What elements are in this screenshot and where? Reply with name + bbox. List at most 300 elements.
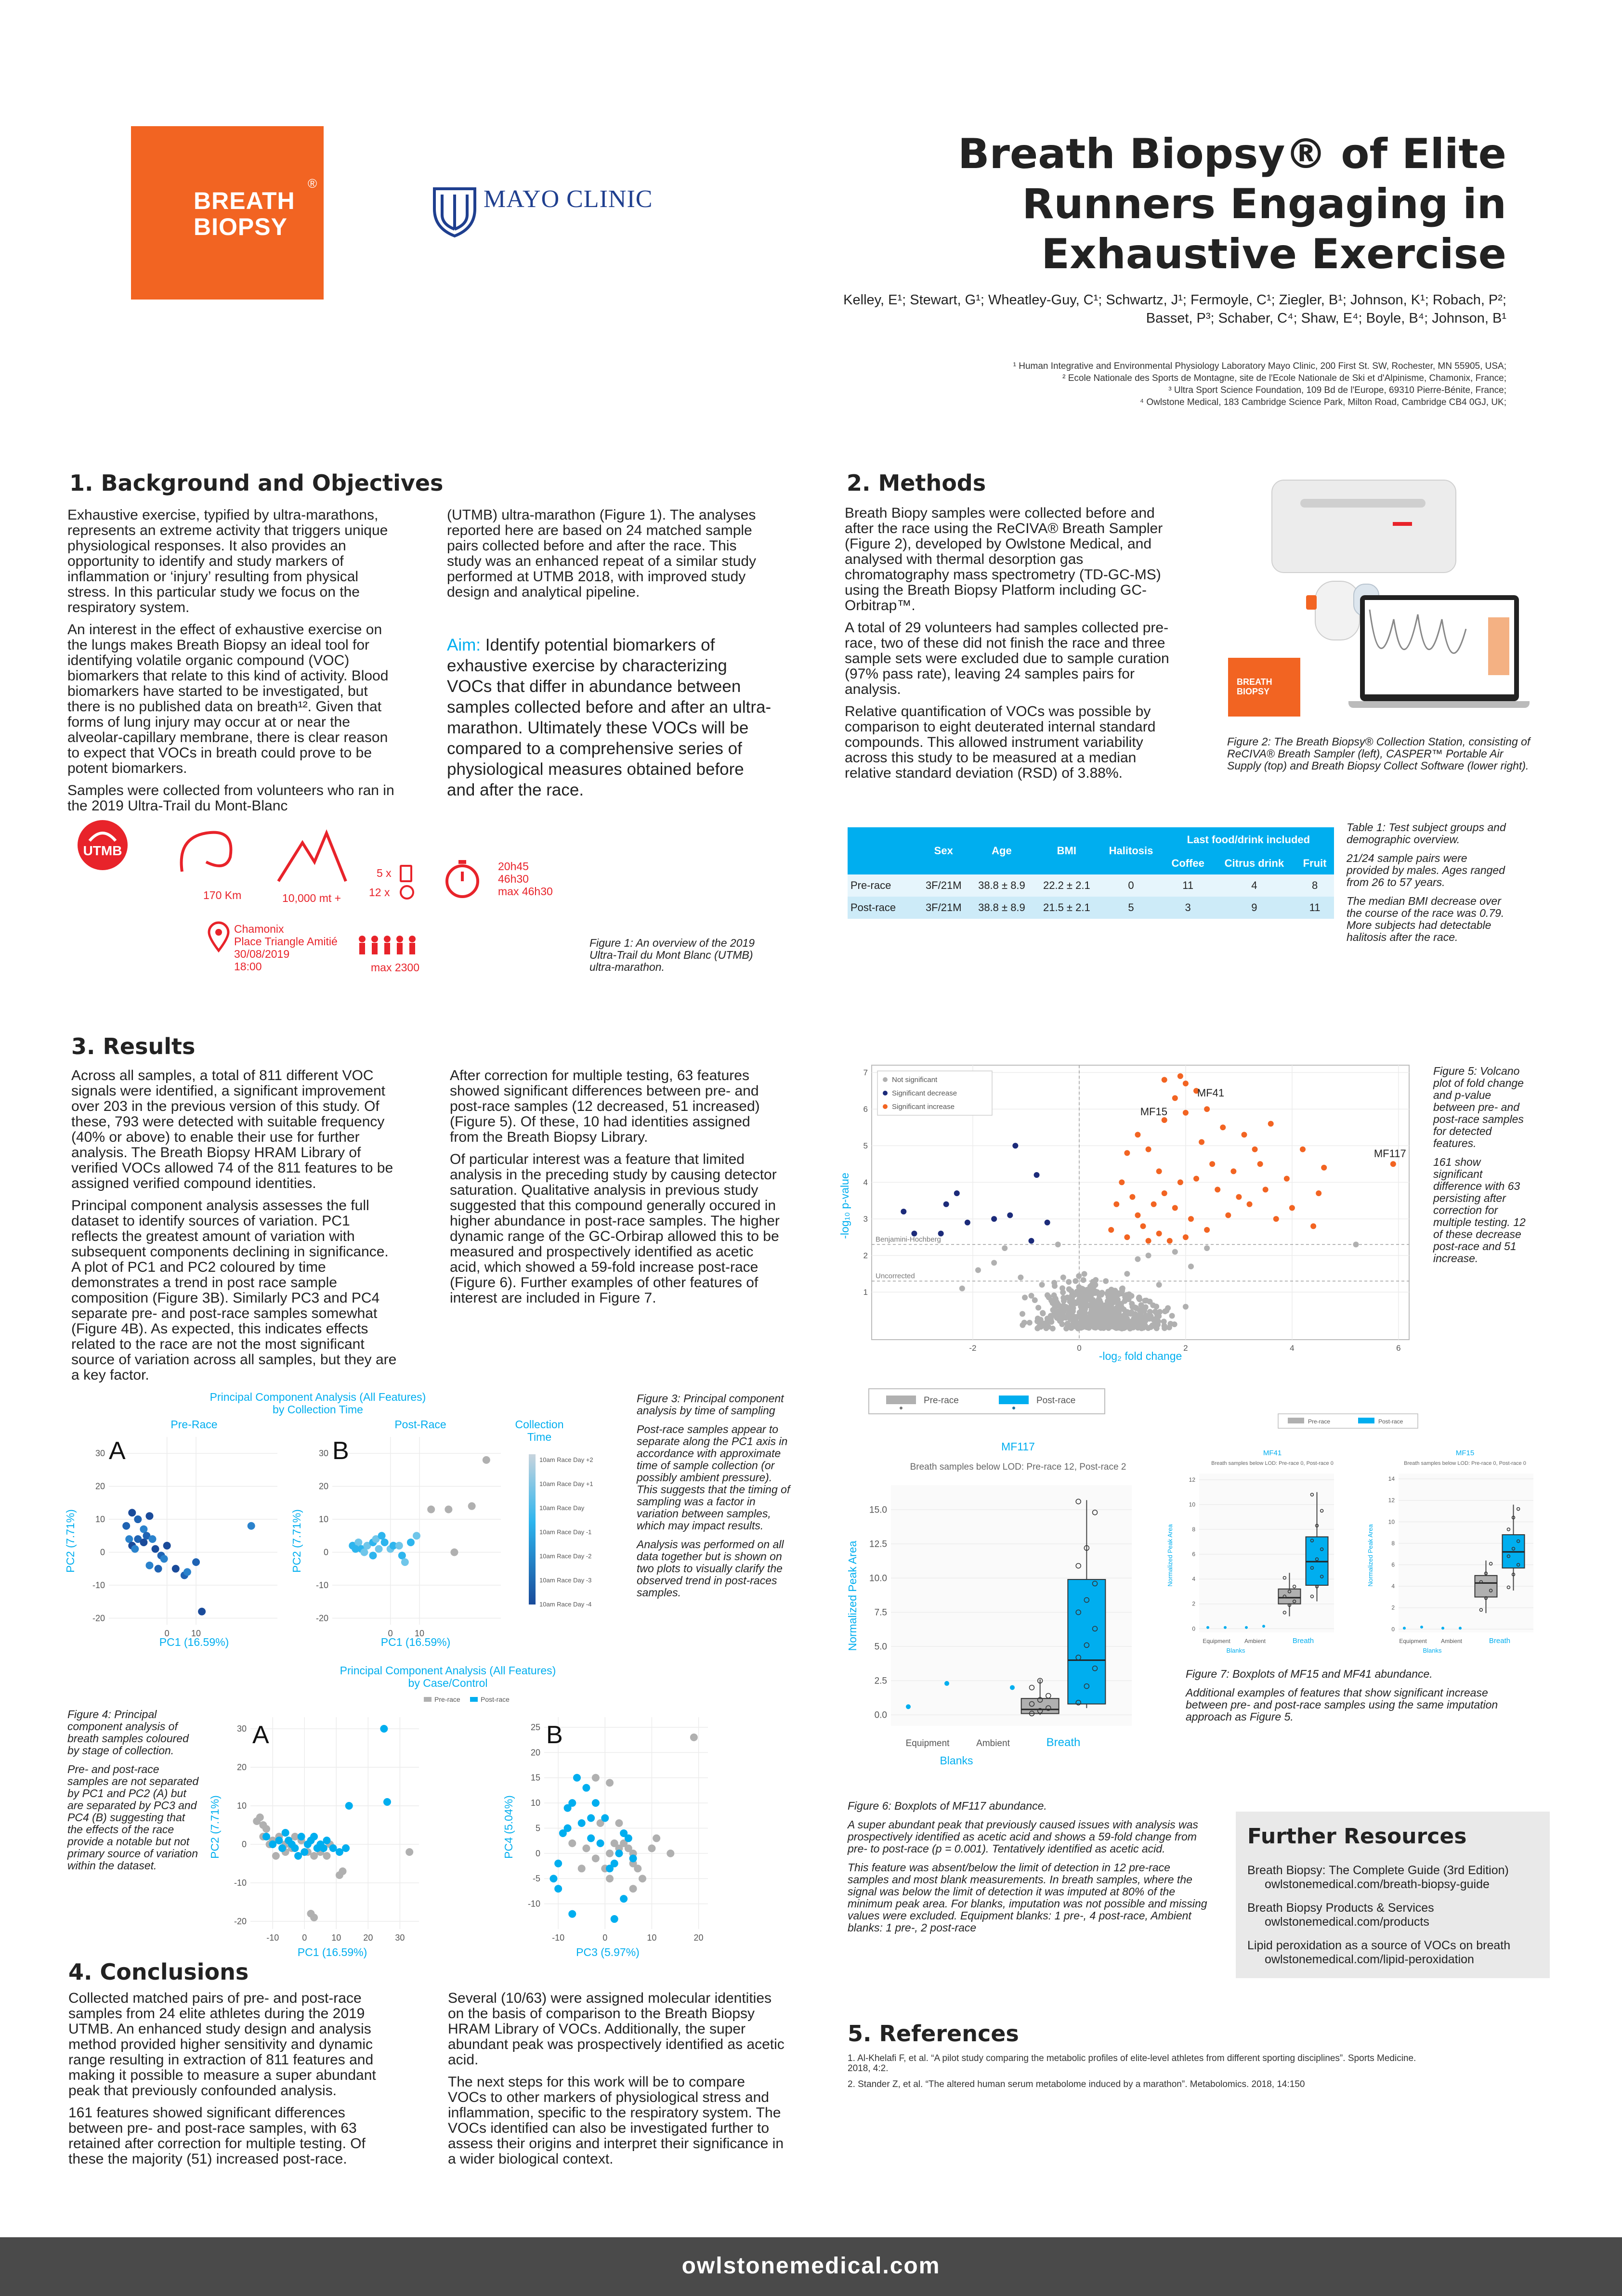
figure-7-caption [1186, 1668, 1532, 1730]
data-point [592, 1854, 600, 1862]
resource-link[interactable]: owlstonemedical.com/breath-biopsy-guide [1265, 1878, 1490, 1891]
data-point [1089, 1282, 1095, 1288]
box [1021, 1698, 1059, 1713]
fig7-ylabel-b: Normalized Peak Area [1367, 1524, 1374, 1587]
data-point [1116, 1308, 1122, 1314]
data-point [606, 1779, 614, 1787]
data-point [1066, 1311, 1072, 1317]
table-cell: Pre-race [850, 879, 891, 891]
fig7-legend-pre-swatch [1288, 1418, 1304, 1423]
fig4-xlabel-b: PC3 (5.97%) [576, 1946, 640, 1958]
data-point [1028, 1293, 1034, 1299]
table-subheader: Fruit [1295, 852, 1334, 874]
data-point [1247, 1201, 1253, 1207]
caption-paragraph: This feature was absent/below the limit of detection in 12 pre-race samples and most blank measurements. In breath samples, where the signal was below the limit of detection it was imputed at 80% of the minimum peak area. For blanks, imputation was not possible and missing values were excluded. Equipment blanks: 1 pre-, 4 post-race, Ambient blanks: 1 pre-, 2 post-race [848, 1861, 1207, 1934]
paragraph: Several (10/63) were assigned molecular identities on the basis of comparison to the Breath Biopsy HRAM Library of VOCs. Additionally, the super abundant peak was prospectively identified as acetic acid. [448, 1990, 785, 2068]
data-point [1087, 1289, 1093, 1295]
data-point [582, 1844, 590, 1852]
data-point [1097, 1292, 1102, 1298]
poster-title [958, 129, 1506, 279]
figure-6-caption [848, 1800, 1214, 1941]
table-header: Sex [918, 827, 969, 874]
data-point [1018, 1275, 1023, 1280]
table-cell: 21.5 ± 2.1 [1043, 901, 1090, 913]
resource-link[interactable]: owlstonemedical.com/products [1265, 1915, 1429, 1929]
x-tick-label: 4 [1290, 1344, 1295, 1353]
data-point [1060, 1275, 1066, 1280]
data-point [1183, 1110, 1189, 1116]
data-point [1156, 1168, 1162, 1174]
data-point [1220, 1124, 1226, 1130]
data-point [554, 1885, 562, 1892]
y-tick-label: 8 [1391, 1539, 1395, 1547]
fig7b-cat-breath: Breath [1489, 1637, 1511, 1645]
data-point [1289, 1205, 1295, 1211]
x-tick-label: 0 [302, 1933, 307, 1943]
y-tick-label: 20 [95, 1481, 105, 1491]
blank-point [1403, 1627, 1406, 1630]
data-point [1162, 1117, 1167, 1123]
caption-paragraph: Figure 4: Principal component analysis of breath samples coloured by stage of collection. [67, 1708, 189, 1757]
data-point [615, 1819, 623, 1827]
y-tick-label: 10 [318, 1514, 328, 1525]
data-point [1087, 1310, 1093, 1316]
x-tick-label: 30 [395, 1933, 405, 1943]
data-point [1045, 1220, 1050, 1226]
data-point [1188, 1264, 1194, 1269]
elevation-label: 10,000 mt + [282, 892, 341, 904]
table-cell: 8 [1311, 879, 1318, 891]
data-point [1081, 1277, 1086, 1283]
data-point [1045, 1318, 1050, 1324]
blank-point [1459, 1627, 1462, 1630]
reference-item: 1. Al-Khelafi F, et al. “A pilot study comparing the metabolic profiles of elite-level athletes from different sporting disciplines”. Sports Medicine. 2018, 4:2. [848, 2053, 1416, 2074]
x-tick-label: 10 [331, 1933, 341, 1943]
fig7-subtitle-b: Breath samples below LOD: Pre-race 0, Post-race 0 [1404, 1461, 1526, 1466]
data-point [1151, 1201, 1157, 1207]
y-tick-label: 4 [1192, 1576, 1195, 1583]
data-point [1284, 1176, 1290, 1182]
legend-dot-ns [883, 1077, 888, 1082]
y-tick-label: 5.0 [874, 1642, 887, 1652]
caption-paragraph: Figure 7: Boxplots of MF15 and MF41 abundance. [1186, 1668, 1433, 1680]
uncorrected-threshold-label: Uncorrected [876, 1272, 915, 1280]
figure-4-title-line: by Case/Control [408, 1677, 488, 1689]
utmb-text: UTMB [83, 843, 122, 858]
figure-1-caption: Figure 1: An overview of the 2019 Ultra-Trail du Mont Blanc (UTMB) ultra-marathon. [589, 937, 755, 973]
data-point [278, 1844, 286, 1852]
box [1278, 1589, 1300, 1604]
figure-1-infographic [72, 819, 602, 982]
y-tick-label: 0 [1192, 1625, 1195, 1632]
resource-item[interactable] [1247, 1864, 1509, 1892]
data-point [253, 1817, 261, 1825]
y-tick-label: 10 [236, 1801, 247, 1811]
y-tick-label: 0 [323, 1547, 328, 1557]
data-point [1169, 1313, 1175, 1318]
fig3-label-a: A [109, 1437, 126, 1465]
data-point [1108, 1293, 1114, 1299]
table-cell: 0 [1128, 879, 1134, 891]
blank-point [906, 1704, 911, 1709]
fig4-xlabel-a: PC1 (16.59%) [297, 1946, 367, 1958]
data-point [1199, 1139, 1204, 1145]
background-column-1 [67, 508, 395, 821]
data-point [568, 1799, 576, 1807]
data-point [1056, 1312, 1061, 1318]
paragraph: Breath Biopy samples were collected before and after the race using the ReCIVA® Breath Sampler (Figure 2), developed by Owlstone Medical, and analysed with thermal desorption gas chromatography mass spectrometry (TD-GC-MS) using the Breath Biopsy Platform including GC-Orbitrap™. [845, 505, 1163, 613]
fig7-legend-post: Post-race [1378, 1418, 1403, 1425]
data-point [639, 1875, 646, 1882]
table-subheader: Citrus drink [1213, 852, 1296, 874]
fig6-plot-area [869, 1485, 1132, 1726]
box [1068, 1579, 1105, 1704]
table-cell: 9 [1251, 901, 1257, 913]
y-tick-label: 2 [1391, 1604, 1395, 1611]
methods-section-title: 2. Methods [847, 470, 986, 496]
caption-paragraph: Additional examples of features that show significant increase between pre- and post-race samples using the same imputation approach as Figure 5. [1186, 1686, 1498, 1723]
data-point [1082, 1318, 1087, 1324]
data-point [1140, 1223, 1146, 1229]
data-point [1145, 1325, 1151, 1331]
data-point [1268, 1121, 1274, 1127]
table-corner [848, 827, 918, 874]
data-point [1040, 1310, 1046, 1316]
x-tick-label: 20 [693, 1933, 704, 1943]
y-tick-label: 7.5 [874, 1607, 887, 1618]
blank-point [1206, 1626, 1209, 1629]
y-tick-label: 25 [530, 1722, 540, 1732]
data-point [1183, 1304, 1189, 1310]
fig3-legend-item: 10am Race Day -2 [539, 1552, 592, 1560]
figure-7-boxplot-chart [1165, 1411, 1560, 1681]
blank-point [944, 1681, 949, 1686]
fig4-legend-post: Post-race [481, 1696, 510, 1703]
data-point [427, 1506, 435, 1513]
data-point [320, 1844, 327, 1852]
data-point [1135, 1317, 1141, 1322]
data-point [578, 1865, 586, 1872]
time-label-3: max 46h30 [498, 885, 553, 898]
data-point [163, 1542, 171, 1550]
location-line: Chamonix [234, 923, 284, 935]
y-tick-label: 15.0 [869, 1505, 887, 1515]
caption-paragraph: 161 show significant difference with 63 persisting after correction for multiple testing. 12 of these decrease post-race and 51 increase. [1433, 1156, 1526, 1265]
paragraph: Samples were collected from volunteers who ran in the 2019 Ultra-Trail du Mont-Blanc [67, 783, 394, 814]
data-point [369, 1552, 377, 1559]
paragraph: Of particular interest was a feature that limited analysis in the preceding study by causing detector saturation. Qualitative analysis in previous study suggested that this compound generally occured in higher abundance in post-race samples. The higher dynamic range of the GC-Orbirap allowed this to be measured and prospectively identified as acetic acid, which showed a 59-fold increase post-race (Figure 6). Further examples of other features of interest are included in Figure 7. [450, 1151, 780, 1306]
data-point [991, 1216, 997, 1222]
distance-label: 170 Km [203, 889, 242, 901]
data-point [1012, 1143, 1018, 1148]
data-point [1263, 1187, 1269, 1192]
fig7a-plot-area [1189, 1474, 1334, 1632]
data-point [606, 1875, 614, 1882]
resource-label: Breath Biopsy: The Complete Guide (3rd Edition) [1247, 1864, 1509, 1877]
fig7-title-b: MF15 [1455, 1449, 1475, 1457]
data-point [1167, 1238, 1173, 1244]
data-point [1321, 1165, 1327, 1171]
data-point [1098, 1304, 1103, 1310]
data-point [1119, 1179, 1125, 1185]
figure-5-caption [1433, 1065, 1530, 1271]
data-point [587, 1834, 595, 1842]
data-point [1124, 1150, 1130, 1156]
data-point [1236, 1194, 1242, 1200]
data-point [1065, 1322, 1071, 1328]
laptop-screen [1360, 595, 1519, 701]
affiliation: ⁴ Owlstone Medical, 183 Cambridge Science Park, Milton Road, Cambridge CB4 0GJ, UK; [1139, 397, 1506, 407]
runners-icon [355, 934, 418, 963]
fig3b-panel [316, 1437, 501, 1638]
data-point [564, 1824, 572, 1832]
data-point [1137, 1296, 1142, 1302]
x-tick-label: 0 [602, 1933, 608, 1943]
data-point [288, 1840, 296, 1848]
logo-line-2: BIOPSY [194, 213, 288, 240]
x-tick-label: 0 [164, 1629, 170, 1638]
mayo-wordmark: MAYO CLINIC [484, 185, 653, 213]
data-point [1135, 1213, 1140, 1218]
fig7a-cat-equipment: Equipment [1203, 1638, 1230, 1644]
references-section-title: 5. References [848, 2021, 1019, 2047]
fig7b-cat-equipment: Equipment [1399, 1638, 1427, 1644]
title-line-2: Runners Engaging in [1022, 180, 1506, 228]
blank-point [1262, 1625, 1265, 1628]
data-point [568, 1839, 576, 1847]
data-point [131, 1545, 139, 1553]
data-point [1076, 1273, 1082, 1279]
data-point [1130, 1325, 1136, 1331]
fig4-label-a: A [252, 1721, 269, 1749]
data-point [310, 1833, 318, 1840]
y-tick-label: 14 [1388, 1475, 1395, 1483]
table-subheader: Coffee [1163, 852, 1213, 874]
volcano-legend-dec: Significant decrease [892, 1089, 957, 1097]
data-point [375, 1545, 383, 1553]
blank-point [1010, 1685, 1015, 1690]
breath-trace-chart [1365, 600, 1471, 691]
fig3-ylabel-b: PC2 (7.71%) [290, 1509, 303, 1573]
data-point [145, 1562, 153, 1569]
data-point [1273, 1216, 1279, 1222]
fig3-legend-item: 10am Race Day +1 [539, 1480, 593, 1487]
data-point [262, 1825, 270, 1833]
y-tick-label: 10 [530, 1798, 540, 1808]
results-section-title: 3. Results [71, 1033, 196, 1059]
fig7a-blanks-label: Blanks [1226, 1647, 1245, 1654]
caption-paragraph: Figure 6: Boxplots of MF117 abundance. [848, 1800, 1047, 1812]
y-tick-label: -5 [532, 1874, 540, 1884]
data-point [1124, 1234, 1130, 1240]
y-tick-label: 0.0 [874, 1710, 887, 1721]
authors-line-2: Basset, P³; Schaber, C⁴; Shaw, E⁴; Boyle, B⁴; Johnson, B¹ [1146, 311, 1506, 326]
data-point [1310, 1223, 1316, 1229]
figure-3-caption [637, 1393, 796, 1605]
software-panel [1488, 617, 1509, 675]
y-tick-label: 20 [318, 1481, 328, 1491]
data-point [1002, 1245, 1007, 1251]
data-point [568, 1910, 576, 1918]
data-point [298, 1833, 305, 1840]
data-point [601, 1814, 609, 1822]
water-icon [400, 865, 412, 882]
results-column-1 [71, 1068, 399, 1390]
fig3-ylabel-a: PC2 (7.71%) [64, 1509, 77, 1573]
data-point [1157, 1309, 1163, 1315]
data-point [450, 1548, 458, 1556]
fig7b-blanks-label: Blanks [1423, 1647, 1442, 1654]
further-resources-panel [1236, 1812, 1550, 1978]
data-point [140, 1539, 147, 1546]
resource-link[interactable]: owlstonemedical.com/lipid-peroxidation [1265, 1953, 1474, 1966]
volcano-legend-inc: Significant increase [892, 1103, 955, 1111]
blank-point [1224, 1626, 1227, 1629]
data-point [1151, 1317, 1156, 1322]
resource-item[interactable] [1247, 1939, 1510, 1967]
data-point [1113, 1201, 1119, 1207]
resource-item[interactable] [1247, 1901, 1434, 1929]
y-tick-label: -20 [92, 1613, 105, 1623]
y-tick-label: 20 [530, 1748, 540, 1758]
start-location [234, 923, 338, 973]
caption-paragraph: Analysis was performed on all data together but is shown on two plots to visually clarify the observed trend in post-races samples. [637, 1538, 784, 1599]
data-point [1128, 1311, 1134, 1317]
runners-label: max 2300 [371, 961, 420, 974]
data-point [1252, 1147, 1258, 1152]
data-point [1092, 1315, 1098, 1320]
y-tick-label: 5 [863, 1141, 868, 1151]
data-point [1129, 1194, 1135, 1200]
data-point [198, 1608, 206, 1616]
paragraph: An interest in the effect of exhaustive exercise on the lungs makes Breath Biopsy an ideal tool for identifying volatile organic compound (VOC) biomarkers that relate to this kind of activity. Blood biomarkers have started to be investigated, but there is no published data on breath¹². Given that forms of lung injury may occur at or near the alveolar-capillary membrane, there is clear reason to expect that VOCs in breath could prove to be potent biomarkers. [67, 622, 389, 776]
x-tick-label: 2 [1183, 1344, 1188, 1353]
data-point [398, 1552, 406, 1559]
data-point [1135, 1256, 1140, 1262]
figure-4-title-line: Principal Component Analysis (All Features) [340, 1664, 556, 1677]
data-point [1140, 1306, 1146, 1312]
data-point [248, 1522, 255, 1530]
data-point [1020, 1322, 1025, 1328]
paragraph: Exhaustive exercise, typified by ultra-marathons, represents an extreme activity that triggers unique physiological responses. It also provides an opportunity to identify and study markers of inflammation or ‘injury’ resulting from physical stress. In this particular study we focus on the respiratory system. [67, 507, 388, 615]
data-point [629, 1885, 637, 1892]
x-tick-label: 0 [1077, 1344, 1082, 1353]
fig7-legend-pre: Pre-race [1308, 1418, 1331, 1425]
logo-reg-mark: ® [308, 176, 317, 191]
y-tick-label: 12.5 [869, 1539, 887, 1550]
table-1-caption [1347, 822, 1510, 950]
data-point [134, 1515, 142, 1523]
data-point [155, 1565, 162, 1573]
reciva-sampler [1315, 581, 1360, 640]
y-tick-label: 2 [1192, 1600, 1195, 1607]
footer-url[interactable]: owlstonemedical.com [681, 2253, 941, 2279]
box [1475, 1576, 1497, 1597]
data-point [611, 1860, 618, 1867]
location-line: 18:00 [234, 960, 262, 973]
background-column-2 [447, 508, 774, 607]
data-point [125, 1535, 133, 1543]
laptop-base [1348, 701, 1530, 708]
paragraph: The next steps for this work will be to compare VOCs to other markers of physiological stress and inflammation, specific to the respiratory system. The VOCs identified can also be investigated further to assess their origins and interpret their significance in a wider biological context. [448, 2074, 784, 2167]
data-point [1172, 1095, 1178, 1101]
data-point [381, 1539, 389, 1546]
paragraph: A total of 29 volunteers had samples collected pre-race, two of these did not finish the race and three sample sets were excluded due to sample curation (97% pass rate), leaving 24 samples pairs for analysis. [845, 620, 1169, 697]
fig6-blanks-label: Blanks [940, 1754, 973, 1767]
data-point [1177, 1179, 1183, 1185]
figure-2-caption: Figure 2: The Breath Biopsy® Collection Station, consisting of ReCIVA® Breath Sampler (left), CASPER™ Portable Air Supply (top) and Breath Biopsy Collect Software (lower right). [1227, 735, 1530, 772]
data-point [1068, 1317, 1073, 1322]
data-point [1066, 1286, 1072, 1292]
fig6-legend-post-swatch [999, 1396, 1029, 1404]
fig3-panel-a-title: Pre-Race [170, 1418, 218, 1431]
data-point [183, 1568, 191, 1576]
data-point [1034, 1172, 1040, 1178]
data-point [395, 1542, 403, 1550]
data-point [1209, 1161, 1215, 1167]
location-line: Place Triangle Amitié [234, 935, 338, 948]
figure-3-title-line: Principal Component Analysis (All Features) [209, 1391, 426, 1403]
table-cell: 3F/21M [925, 901, 962, 913]
data-point [634, 1865, 641, 1872]
y-tick-label: 0 [100, 1547, 105, 1557]
fig3-legend-item: 10am Race Day -4 [539, 1601, 592, 1608]
volcano-legend-ns: Not significant [892, 1076, 938, 1084]
fig6-legend-post-dot [1012, 1407, 1015, 1409]
data-point [1060, 1295, 1066, 1301]
y-tick-label: 2.5 [874, 1676, 887, 1686]
data-point [1316, 1190, 1321, 1196]
fig7a-cat-breath: Breath [1292, 1637, 1314, 1645]
y-tick-label: 30 [95, 1448, 105, 1459]
data-point [128, 1509, 136, 1516]
data-point [1124, 1271, 1130, 1277]
fig3-xlabel-a: PC1 (16.59%) [159, 1636, 229, 1648]
x-tick-label: -2 [969, 1344, 977, 1353]
y-tick-label: 4 [1391, 1583, 1395, 1590]
caption-paragraph: Figure 3: Principal component analysis by time of sampling [637, 1392, 784, 1417]
author-list [843, 291, 1506, 327]
data-point [1257, 1161, 1263, 1167]
data-point [667, 1850, 674, 1857]
y-tick-label: 4 [863, 1178, 868, 1187]
resources-title: Further Resources [1247, 1824, 1467, 1849]
fig3-legend-item: 10am Race Day -3 [539, 1577, 592, 1584]
data-point [145, 1512, 153, 1520]
fig7b-cat-ambient: Ambient [1440, 1638, 1463, 1644]
fig6-legend-post: Post-race [1036, 1396, 1076, 1406]
location-line: 30/08/2019 [234, 948, 290, 960]
data-point [336, 1871, 343, 1879]
data-point [1051, 1280, 1057, 1286]
y-tick-label: -10 [234, 1878, 247, 1888]
fig3-colorbar [529, 1454, 536, 1605]
table-cell: 22.2 ± 2.1 [1043, 879, 1090, 891]
data-point [122, 1522, 130, 1530]
data-point [1146, 1252, 1151, 1258]
data-point [1035, 1316, 1041, 1321]
x-tick-label: -10 [552, 1933, 565, 1943]
data-point [378, 1532, 386, 1539]
x-tick-label: 6 [1396, 1344, 1401, 1353]
utmb-logo-icon [76, 819, 129, 872]
volcano-xlabel: -log₂ fold change [1099, 1350, 1182, 1362]
data-point [1177, 1073, 1183, 1079]
caption-paragraph: Post-race samples appear to separate along the PC1 axis in accordance with approximate time of sample collection (or possibly ambient pressure). This suggests that the timing of sampling was a factor in variation between samples, which may impact results. [637, 1423, 790, 1532]
data-point [615, 1850, 623, 1857]
laptop-display [1365, 600, 1514, 694]
table-cell: 11 [1309, 901, 1321, 913]
